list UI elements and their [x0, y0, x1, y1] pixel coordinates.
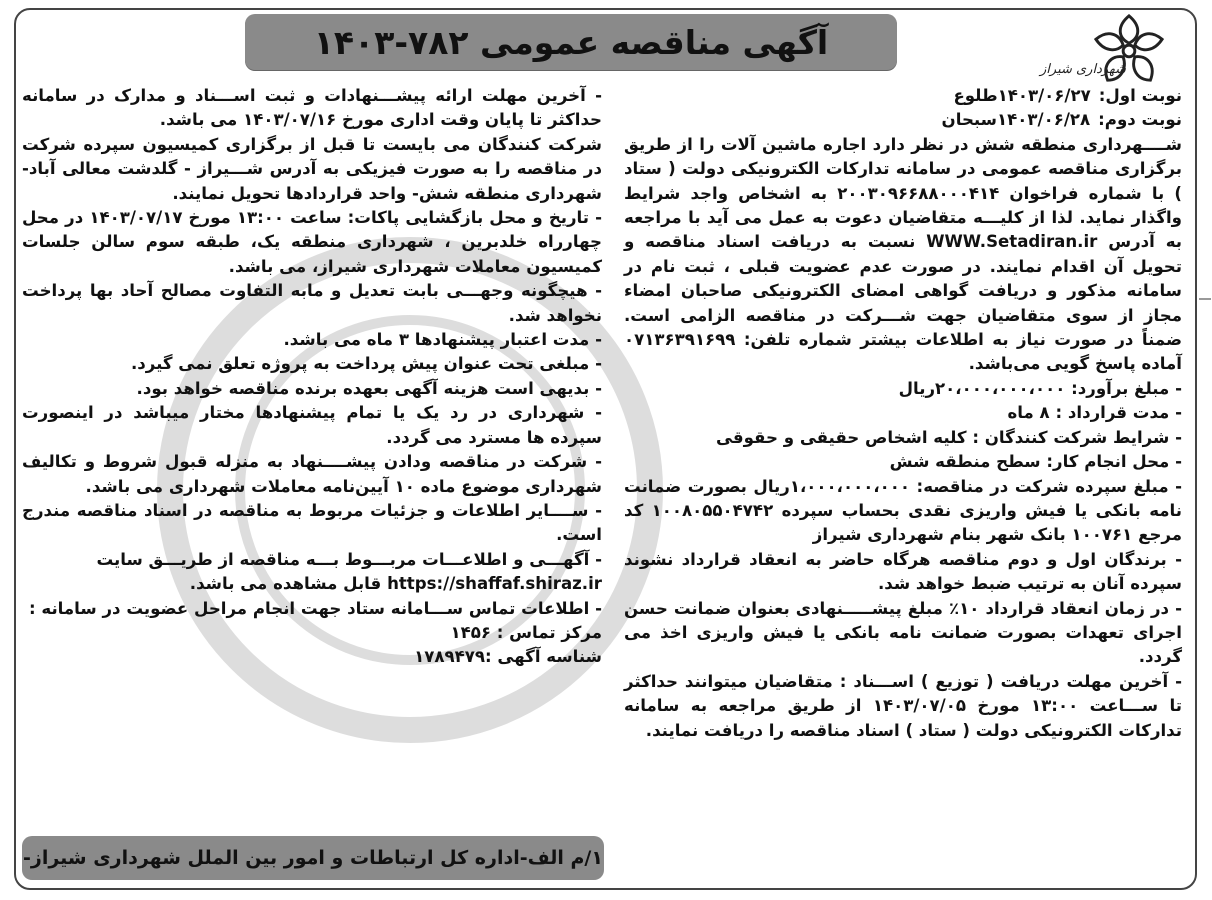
reject-right-item: - شهرداری در رد یک یا تمام پیشنهادها مختار میباشد در اینصورت سپرده ها مسترد می گردد. [22, 403, 602, 447]
duration-item: - مدت قرارداد : ۸ ماه [1007, 403, 1182, 423]
location-item: - محل انجام کار: سطح منطقه شش [889, 452, 1182, 472]
acceptance-item: - شرکت در مناقصه ودادن پیشــــنهاد به منزله قبول شروط و تکالیف شهرداری موضوع ماده ۱۰ آیین‌نامه معاملات شهرداری می باشد. [22, 452, 602, 496]
submission-deadline-item: - آخرین مهلت ارائه پیشـــنهادات و ثبت اســـناد و مدارک در سامانه حداکثر تا پایان وقت اداری مورخ ۱۴۰۳/۰۷/۱۶ می باشد. [22, 86, 602, 130]
footer-bar: ۱/م الف-اداره کل ارتباطات و امور بین الملل شهرداری شیراز- [22, 836, 604, 880]
first-notice-value: ۱۴۰۳/۰۶/۲۷طلوع [953, 86, 1091, 105]
first-notice-label: نوبت اول: [1098, 86, 1182, 105]
no-adjustment-item: - هیچگونه وجهـــی بابت تعدیل و مابه التفاوت مصالح آحاد بها پرداخت نخواهد شد. [22, 281, 602, 325]
second-notice-label: نوبت دوم: [1098, 110, 1182, 130]
other-info-item: - ســــایر اطلاعات و جزئیات مربوط به مناقصه در اسناد مناقصه مندرج است. [22, 500, 602, 545]
estimate-item: - مبلغ برآورد: ۲۰،۰۰۰،۰۰۰،۰۰۰ریال [898, 378, 1182, 398]
website-intro-item: - آگهـــی و اطلاعـــات مربـــوط بـــه مناقصه از طریـــق سایت [96, 549, 602, 569]
second-notice-row [624, 108, 1182, 132]
receipt-deadline-item: - آخرین مهلت دریافت ( توزیع ) اســـناد : متقاضیان میتوانند حداکثر تا ســـاعت ۱۳:۰۰ مورخ ۱۴۰۳/۰۷/۰۵ از طریق مراجعه به سامانه تدارکات الکترونیکی دولت ( ستاد ) اسناد مناقصه را دریافت نمایند. [624, 671, 1182, 740]
left-column [22, 84, 602, 670]
page-title: آگهی مناقصه عمومی ۷۸۲-۱۴۰۳ [245, 14, 897, 70]
website-row [22, 572, 602, 596]
intro-paragraph: شــــهرداری منطقه شش در نظر دارد اجاره ماشین آلات را از طریق برگزاری مناقصه عمومی در سامانه تدارکات الکترونیکی دولت ( ستاد ) با شماره فراخوان ۲۰۰۳۰۹۶۶۸۸۰۰۰۴۱۴ به اشخاص واجد شرایط واگذار نمايد. لذا از کلیـــه متقاضیان دعوت به عمل می آید با مراجعه به آدرس WWW.Setadiran.ir نسبت به دریافت اسناد مناقصه و تحویل آن اقدام نمایند. در صورت عدم عضویت قبلی ، ثبت نام در سامانه مذکور و دریافت گواهی امضای الکترونیکی صاحبان امضاء مجاز از سوی متقاضیان جهت شـــرکت در مناقصه الزامی است. ضمناً در صورت نیاز به اطلاعات بیشتر شماره تلفن: ۰۷۱۳۶۳۹۱۶۹۹ آماده پاسخ گویی می‌باشد. [624, 134, 1182, 374]
website-link[interactable]: https://shaffaf.shiraz.ir [387, 574, 602, 594]
deposit-item: - مبلغ سپرده شرکت در مناقصه: ۱،۰۰۰،۰۰۰،۰۰۰ریال بصورت ضمانت نامه بانکی یا فیش واریزی نقدی بحساب سپرده ۱۰۰۸۰۵۵۰۴۷۴۲ کد مرجع ۱۰۰۷۶۱ بانک شهر بنام شهرداری شیراز [624, 476, 1182, 545]
setad-contact-item: - اطلاعات تماس ســـامانه ستاد جهت انجام مراحل عضویت در سامانه : [28, 598, 602, 618]
physical-delivery-item: شرکت کنندگان می بایست تا قبل از برگزاری کمیسیون سپرده شرکت در مناقصه را به صورت فیزیکی به آدرس شـــیراز - گلدشت معالی آباد- شهرداری منطقه شش- واحد قراردادها تحویل نمایند. [22, 134, 602, 203]
ad-id-item: شناسه آگهی :۱۷۸۹۴۷۹ [414, 647, 602, 667]
winners-item: - برندگان اول و دوم مناقصه هرگاه حاضر به انعقاد قرارداد نشوند سپرده آنان به ترتیب ضبط خواهد شد. [624, 549, 1182, 594]
no-prepayment-item: - مبلغی تحت عنوان پیش پرداخت به پروژه تعلق نمی گیرد. [130, 354, 602, 374]
website-suffix: قابل مشاهده می باشد. [189, 574, 382, 594]
first-notice-row [624, 84, 1182, 108]
right-column [624, 84, 1182, 743]
contact-center-item: مرکز تماس : ۱۴۵۶ [450, 622, 602, 642]
second-notice-value: ۱۴۰۳/۰۶/۲۸سبحان [941, 110, 1091, 130]
opening-item: - تاریخ و محل بازگشایی پاکات: ساعت ۱۳:۰۰ مورخ ۱۴۰۳/۰۷/۱۷ در محل چهارراه خلدبرین ، شهرداری منطقه یک، طبقه سوم سالن جلسات کمیسیون معاملات شهرداری شیراز، می باشد. [22, 208, 602, 276]
validity-item: - مدت اعتبار پیشنهادها ۳ ماه می باشد. [283, 330, 602, 350]
performance-guarantee-item: - در زمان انعقاد قرارداد ۱۰٪ مبلغ پیشـــــنهادی بعنوان ضمانت حسن اجرای تعهدات بصورت ضمانت نامه بانکی یا فیش واریزی اخذ می گردد. [624, 598, 1182, 667]
logo-signature-text: شهرداری شیراز [1040, 62, 1126, 77]
ad-cost-item: - بدیهی است هزینه آگهی بعهده برنده مناقصه خواهد بود. [136, 378, 602, 398]
participants-item: - شرایط شرکت کنندگان : کلیه اشخاص حقیقی و حقوقی [716, 427, 1182, 447]
edge-divider [1199, 298, 1211, 300]
